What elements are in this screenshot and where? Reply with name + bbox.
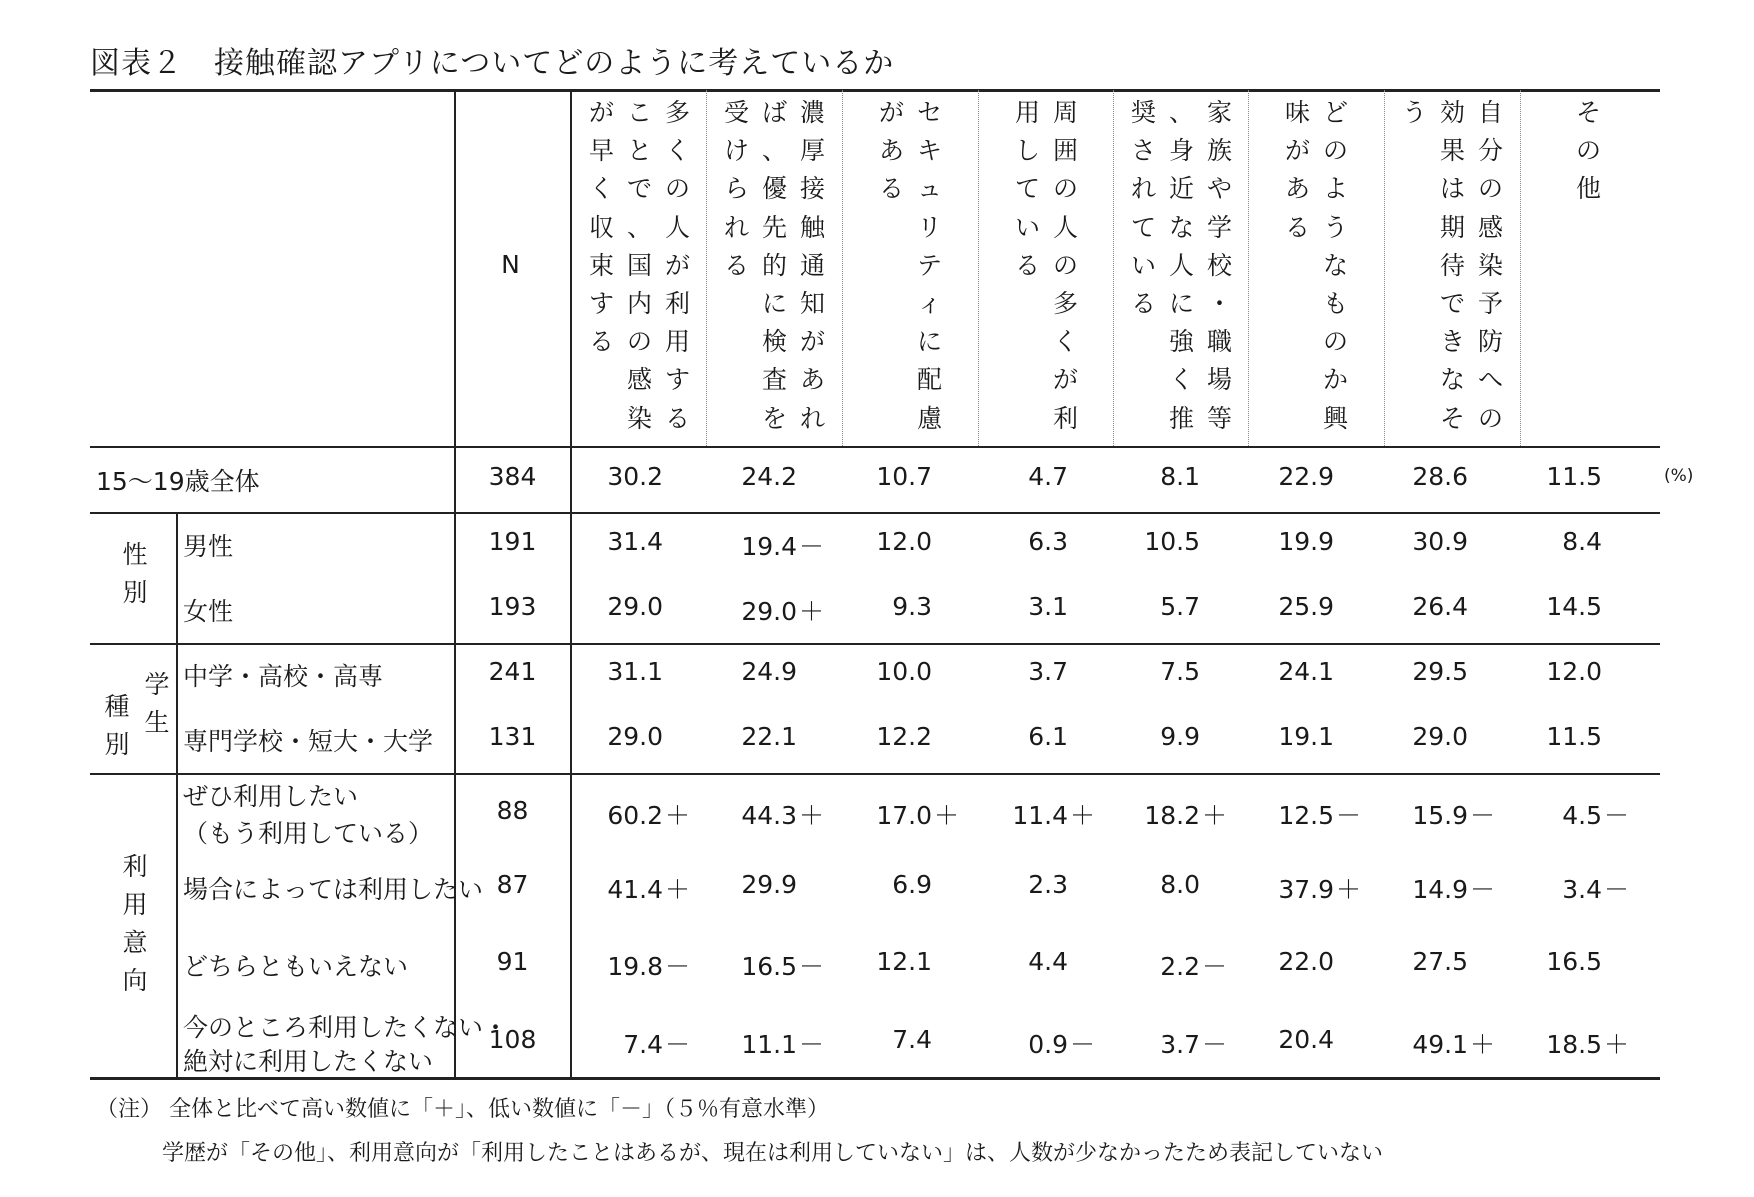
table-cell: 9.9: [1160, 722, 1200, 751]
column-header-segment: 奨 さ れ て い る: [1130, 98, 1156, 318]
header-bottom-rule: [90, 446, 1660, 448]
table-cell: 4.4: [1028, 947, 1068, 976]
column-header-segment: 家 族 や 学 校 ・ 職 場 等: [1206, 98, 1232, 433]
table-cell: 31.1: [607, 657, 663, 686]
table-cell: 10.5: [1144, 527, 1200, 556]
table-cell: 26.4: [1412, 592, 1468, 621]
table-cell: 37.9＋: [1278, 875, 1362, 904]
table-cell: 24.9: [741, 657, 797, 686]
table-cell: 10.7: [876, 462, 932, 491]
table-cell: 6.9: [892, 870, 932, 899]
n-value: 191: [488, 527, 537, 556]
column-header-1: [572, 90, 707, 445]
table-cell: 19.1: [1278, 722, 1334, 751]
group-label-sex: 性 別: [122, 540, 148, 607]
n-value: 91: [496, 947, 529, 976]
table-cell: 20.4: [1278, 1025, 1334, 1054]
column-header-8: [1521, 90, 1656, 445]
table-cell: 11.1－: [741, 1030, 825, 1059]
table-cell: 12.0: [1546, 657, 1602, 686]
table-cell: 11.5: [1546, 722, 1602, 751]
column-header-segment: 味 が あ る: [1284, 98, 1310, 242]
column-header-segment: 濃 厚 接 触 通 知 が あ れ: [799, 98, 825, 433]
column-header-segment: 効 果 は 期 待 で き な そ: [1439, 98, 1465, 433]
column-header-segment: う: [1401, 98, 1427, 127]
note-line-2: 学歴が「その他」、利用意向が「利用したことはあるが、現在は利用していない」は、人数が少なかったため表記していない: [162, 1141, 1384, 1166]
column-header-6: [1249, 90, 1384, 445]
row-label-male: 男性: [183, 532, 234, 561]
table-cell: 29.0: [607, 722, 663, 751]
column-header-segment: そ の 他: [1575, 98, 1601, 204]
n-header: N: [501, 250, 520, 279]
column-header-segment: 多 く の 人 が 利 用 す る: [664, 98, 690, 433]
column-header-4: [979, 90, 1114, 445]
column-header-segment: が あ る: [878, 98, 904, 204]
unit-label: (%): [1664, 466, 1694, 486]
table-cell: 3.4－: [1562, 875, 1630, 904]
column-header-segment: ば 、 優 先 的 に 検 査 を: [761, 98, 787, 433]
table-cell: 4.7: [1028, 462, 1068, 491]
group-column-rule: [176, 513, 178, 1077]
n-value: 384: [488, 462, 537, 491]
column-header-7: [1385, 90, 1520, 445]
table-cell: 18.2＋: [1144, 801, 1228, 830]
table-cell: 7.5: [1160, 657, 1200, 686]
column-header-segment: セ キ ュ リ テ ィ に 配 慮: [916, 98, 942, 433]
table-cell: 12.5－: [1278, 801, 1362, 830]
row-label-intent1a: ぜひ利用したい: [183, 782, 359, 811]
table-cell: 8.1: [1160, 462, 1200, 491]
table-cell: 18.5＋: [1546, 1030, 1630, 1059]
table-cell: 3.7－: [1160, 1030, 1228, 1059]
n-value: 241: [488, 657, 537, 686]
row-label-intent4b: 絶対に利用したくない: [183, 1047, 434, 1076]
column-header-segment: 自 分 の 感 染 予 防 へ の: [1477, 98, 1503, 433]
table-cell: 4.5－: [1562, 801, 1630, 830]
row-label-female: 女性: [183, 597, 234, 626]
table-cell: 49.1＋: [1412, 1030, 1496, 1059]
table-cell: 10.0: [876, 657, 932, 686]
label-column-rule: [454, 90, 456, 1078]
column-header-2: [707, 90, 842, 445]
table-cell: 41.4＋: [607, 875, 691, 904]
table-cell: 12.0: [876, 527, 932, 556]
table-cell: 27.5: [1412, 947, 1468, 976]
table-cell: 22.9: [1278, 462, 1334, 491]
row-label-intent3: どちらともいえない: [183, 952, 409, 981]
table-cell: 24.2: [741, 462, 797, 491]
table-cell: 7.4－: [623, 1030, 691, 1059]
table-cell: 11.4＋: [1012, 801, 1096, 830]
table-cell: 22.1: [741, 722, 797, 751]
row-label-intent4a: 今のところ利用したくない・: [183, 1013, 509, 1042]
column-header-segment: ど の よ う な も の か 興: [1322, 98, 1348, 433]
table-cell: 15.9－: [1412, 801, 1496, 830]
column-header-segment: 、 身 近 な 人 に 強 く 推: [1168, 98, 1194, 433]
table-cell: 25.9: [1278, 592, 1334, 621]
table-cell: 19.4－: [741, 532, 825, 561]
table-cell: 12.2: [876, 722, 932, 751]
table-cell: 19.8－: [607, 952, 691, 981]
table-cell: 14.5: [1546, 592, 1602, 621]
table-cell: 28.6: [1412, 462, 1468, 491]
n-value: 87: [496, 870, 529, 899]
school-group-bottom-rule: [90, 773, 1660, 775]
table-cell: 30.2: [607, 462, 663, 491]
table-cell: 44.3＋: [741, 801, 825, 830]
table-cell: 16.5: [1546, 947, 1602, 976]
table-cell: 31.4: [607, 527, 663, 556]
table-cell: 8.0: [1160, 870, 1200, 899]
table-cell: 2.2－: [1160, 952, 1228, 981]
table-cell: 6.3: [1028, 527, 1068, 556]
table-cell: 29.9: [741, 870, 797, 899]
n-value: 193: [488, 592, 537, 621]
group-label-intent: 利 用 意 向: [122, 852, 148, 995]
table-cell: 60.2＋: [607, 801, 691, 830]
table-cell: 5.7: [1160, 592, 1200, 621]
n-value: 108: [488, 1025, 537, 1054]
table-cell: 29.0: [607, 592, 663, 621]
table-cell: 29.0＋: [741, 597, 825, 626]
column-header-5: [1114, 90, 1249, 445]
table-cell: 24.1: [1278, 657, 1334, 686]
row-label-school2: 専門学校・短大・大学: [183, 727, 434, 756]
table-cell: 14.9－: [1412, 875, 1496, 904]
table-cell: 17.0＋: [876, 801, 960, 830]
table-cell: 19.9: [1278, 527, 1334, 556]
table-cell: 0.9－: [1028, 1030, 1096, 1059]
table-cell: 22.0: [1278, 947, 1334, 976]
table-cell: 30.9: [1412, 527, 1468, 556]
total-bottom-rule: [90, 512, 1660, 514]
column-header-segment: 受 け ら れ る: [723, 98, 749, 280]
table-cell: 29.5: [1412, 657, 1468, 686]
table-cell: 29.0: [1412, 722, 1468, 751]
column-header-3: [843, 90, 978, 445]
figure-title: 図表２ 接触確認アプリについてどのように考えているか: [90, 46, 895, 81]
table-cell: 3.1: [1028, 592, 1068, 621]
table-cell: 6.1: [1028, 722, 1068, 751]
table-cell: 7.4: [892, 1025, 932, 1054]
table-cell: 12.1: [876, 947, 932, 976]
column-header-segment: 周 囲 の 人 の 多 く が 利: [1052, 98, 1078, 433]
column-header-segment: 用 し て い る: [1014, 98, 1040, 280]
n-value: 88: [496, 796, 529, 825]
table-cell: 9.3: [892, 592, 932, 621]
row-label-school1: 中学・高校・高専: [183, 662, 384, 691]
table-cell: 16.5－: [741, 952, 825, 981]
row-label-intent2: 場合によっては利用したい: [183, 875, 484, 904]
table-cell: 11.5: [1546, 462, 1602, 491]
n-value: 131: [488, 722, 537, 751]
table-cell: 2.3: [1028, 870, 1068, 899]
table-cell: 3.7: [1028, 657, 1068, 686]
column-header-segment: こ と で 、 国 内 の 感 染: [626, 98, 652, 433]
row-label-intent1b: （もう利用している）: [183, 819, 434, 848]
sex-group-bottom-rule: [90, 643, 1660, 645]
row-label-total: 15～19歳全体: [96, 467, 260, 496]
column-header-segment: が 早 く 収 束 す る: [588, 98, 614, 357]
note-line-1: （注） 全体と比べて高い数値に「＋」、低い数値に「－」（５％有意水準）: [96, 1097, 829, 1122]
table-cell: 8.4: [1562, 527, 1602, 556]
group-label-school: 学 生 種 別: [104, 670, 170, 759]
